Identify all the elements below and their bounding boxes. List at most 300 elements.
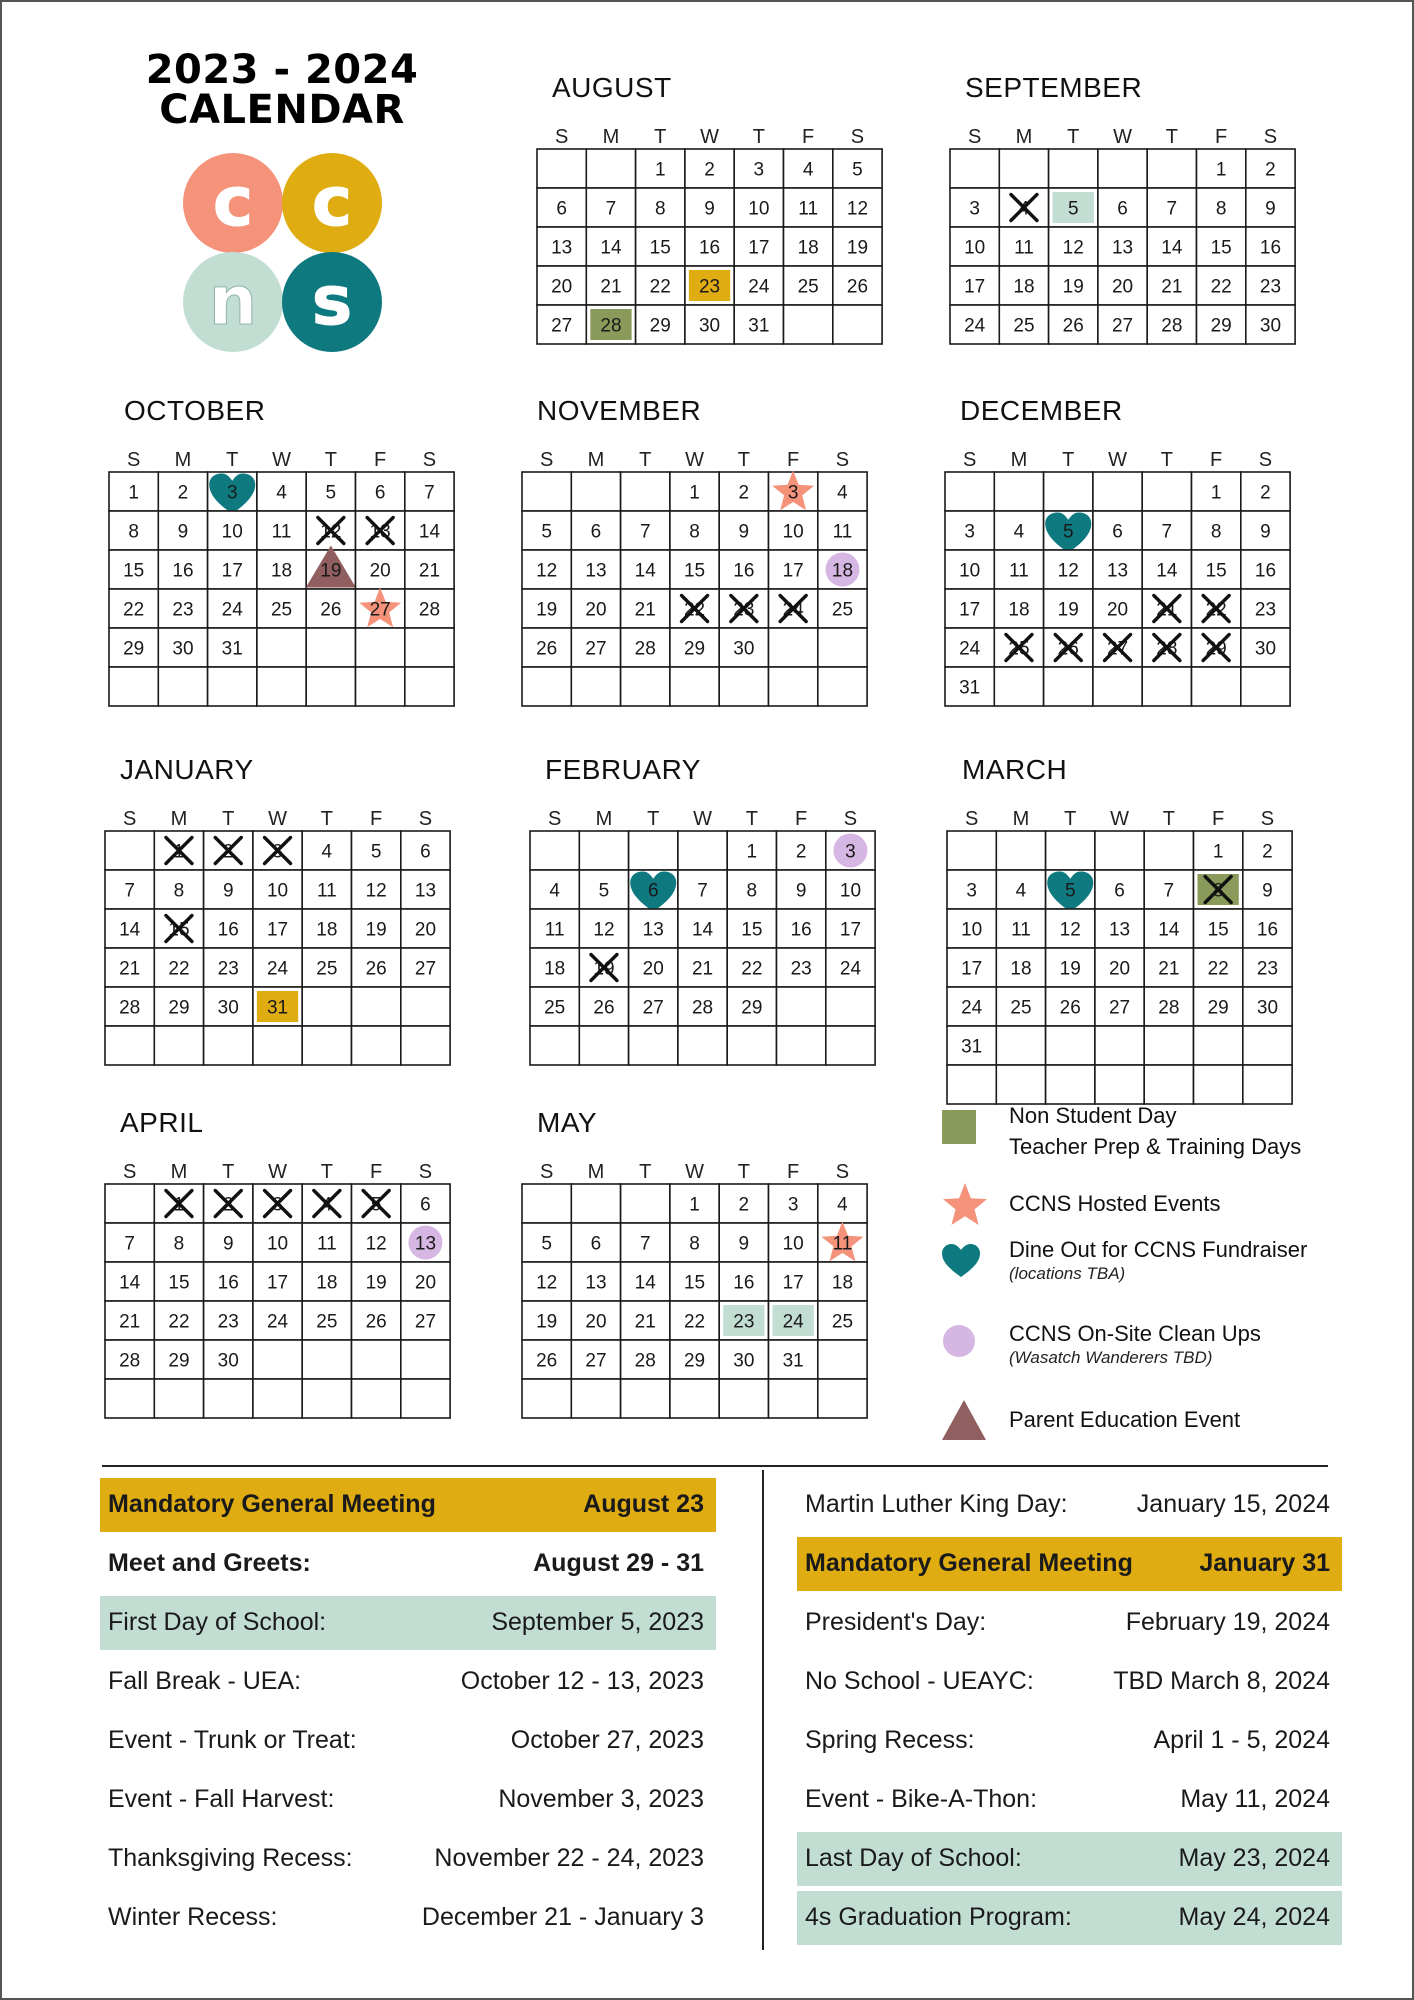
heart-icon [942,1244,980,1278]
day-number: 14 [600,237,622,259]
day-cell [769,1340,818,1379]
event-label: First Day of School: [108,1608,327,1636]
day-number: 21 [634,599,656,621]
day-number: 13 [642,919,664,941]
day-cell [204,987,253,1026]
day-number: 5 [541,521,552,543]
day-cell [522,589,571,628]
day-number: 8 [173,880,185,902]
day-cell [629,987,678,1026]
day-cell [994,511,1043,550]
day-number: 21 [691,958,714,980]
circle-icon [942,1324,976,1358]
day-cell [522,1223,571,1262]
day-cell [208,472,257,514]
empty-cell [401,1379,450,1418]
day-cell [670,472,719,511]
day-cell [154,987,203,1026]
event-row-event-fall-harvest [100,1773,716,1827]
event-label: Event - Fall Harvest: [108,1785,335,1813]
day-number: 22 [168,1311,190,1333]
day-cell [1093,589,1142,628]
day-cell [678,870,727,909]
day-number: 25 [831,1311,854,1333]
day-cell [1197,227,1246,266]
day-cell [302,831,351,870]
day-cell [253,1262,302,1301]
day-number: 1 [1210,482,1222,504]
empty-cell [105,1379,154,1418]
event-date: December 21 - January 3 [421,1903,704,1931]
day-grid [947,831,1292,1104]
day-cell [1192,511,1241,550]
day-cell [1197,266,1246,305]
empty-cell [1194,1065,1243,1104]
day-number: 19 [1059,958,1081,980]
day-number: 23 [1254,599,1277,621]
day-number: 7 [1161,521,1173,543]
month-name: NOVEMBER [537,395,702,426]
day-number: 31 [782,1350,804,1372]
day-number: 27 [414,958,437,980]
day-number: 11 [832,1233,853,1255]
day-cell [356,472,405,511]
day-cell [208,628,257,667]
day-cell [777,870,826,909]
legend-label: Dine Out for CCNS Fundraiser [1009,1237,1308,1262]
legend-label: Parent Education Event [1009,1407,1241,1432]
day-number: 16 [733,560,755,582]
empty-cell [996,831,1045,870]
day-cell [999,188,1048,227]
day-cell [784,266,833,305]
day-cell [1246,149,1295,188]
day-cell [947,870,996,909]
month-name: MARCH [962,754,1068,785]
day-cell [1192,589,1241,628]
day-number: 20 [1106,599,1129,621]
day-number: 3 [966,880,977,902]
day-cell [208,511,257,550]
empty-cell [996,1026,1045,1065]
day-cell [1095,870,1144,909]
day-number: 6 [590,1233,602,1255]
day-number: 17 [961,958,983,980]
day-cell [154,1340,203,1379]
event-row-president-s-day [797,1596,1342,1650]
day-number: 5 [1062,521,1074,543]
day-cell [818,1222,867,1263]
day-number: 4 [1018,198,1030,220]
day-number: 1 [173,1194,185,1216]
day-cell [302,870,351,909]
day-number: 17 [748,237,770,259]
day-grid [945,472,1290,706]
day-cell [352,1223,401,1262]
day-number: 17 [266,1272,289,1294]
weekday-label: M [587,449,605,471]
empty-cell [719,1379,768,1418]
weekday-label: S [126,449,141,471]
empty-cell [1243,1026,1292,1065]
day-cell [1192,550,1241,589]
empty-cell [253,1340,302,1379]
day-cell [1098,227,1147,266]
day-cell [1144,909,1193,948]
day-cell [1147,227,1196,266]
empty-cell [678,831,727,870]
weekday-label: M [170,808,188,830]
empty-cell [670,1379,719,1418]
day-number: 24 [266,1311,289,1333]
day-number: 9 [222,880,234,902]
day-cell [405,511,454,550]
day-cell [109,550,158,589]
event-label: Meet and Greets: [108,1549,311,1577]
day-number: 31 [961,1036,983,1058]
day-number: 13 [551,237,573,259]
day-number: 30 [1259,315,1282,337]
day-cell [826,909,875,948]
day-cell [636,266,685,305]
day-cell [1246,188,1295,227]
day-number: 4 [802,159,814,181]
day-number: 6 [590,521,602,543]
day-number: 26 [593,997,615,1019]
event-row-4s-graduation-program [797,1891,1342,1945]
day-cell [818,511,867,550]
day-number: 8 [689,521,700,543]
day-grid [522,471,867,707]
day-cell [719,1184,768,1223]
day-cell [537,266,586,305]
day-number: 19 [536,599,558,621]
day-number: 12 [320,521,342,543]
day-number: 10 [748,198,770,220]
day-number: 17 [782,1272,804,1294]
day-cell [405,589,454,628]
day-number: 25 [797,276,819,298]
day-number: 11 [271,521,292,543]
weekday-label: F [1215,126,1228,148]
day-cell [727,831,776,870]
weekday-label: T [320,808,333,830]
day-cell [621,1301,670,1340]
day-cell [1093,628,1142,667]
day-number: 26 [365,1311,387,1333]
day-number: 20 [585,599,607,621]
empty-cell [154,1026,203,1065]
day-cell [629,948,678,987]
day-cell [1142,550,1191,589]
day-cell [996,909,1045,948]
day-cell [719,1262,768,1301]
day-cell [571,628,620,667]
event-date: February 19, 2024 [1125,1608,1330,1636]
day-cell [530,948,579,987]
empty-cell [818,1340,867,1379]
empty-cell [1144,1065,1193,1104]
day-number: 22 [683,599,706,621]
day-number: 9 [704,198,715,220]
day-number: 6 [1114,880,1125,902]
event-label: President's Day: [805,1608,987,1636]
day-cell [1194,987,1243,1026]
empty-cell [1142,472,1191,511]
day-number: 1 [1215,159,1227,181]
day-number: 13 [585,560,607,582]
empty-cell [719,667,768,706]
day-number: 5 [1064,880,1076,902]
day-cell [1044,511,1093,553]
day-number: 13 [369,521,391,543]
day-cell [257,472,306,511]
day-cell [999,305,1048,344]
empty-cell [999,149,1048,188]
day-number: 1 [173,841,185,863]
day-number: 16 [172,560,194,582]
day-cell [105,1223,154,1262]
day-number: 1 [1212,841,1224,863]
day-number: 19 [536,1311,558,1333]
weekday-label: W [272,449,291,471]
empty-cell [1093,472,1142,511]
event-date: TBD March 8, 2024 [1113,1667,1330,1695]
event-label: Winter Recess: [108,1903,278,1931]
day-cell [208,589,257,628]
day-number: 11 [316,880,337,902]
event-label: Last Day of School: [805,1844,1022,1872]
day-number: 7 [1163,880,1175,902]
day-cell [1147,305,1196,344]
day-cell [302,948,351,987]
empty-cell [769,667,818,706]
day-number: 16 [1254,560,1277,582]
weekday-label: T [745,808,758,830]
day-cell [636,149,685,188]
day-cell [629,909,678,948]
day-cell [352,1301,401,1340]
empty-cell [1049,149,1098,188]
day-cell [306,589,355,628]
day-number: 5 [325,482,337,504]
day-cell [950,305,999,344]
weekday-label: W [1113,126,1132,148]
day-number: 30 [172,638,194,660]
weekday-label: S [1258,449,1273,471]
day-cell [522,1301,571,1340]
weekday-label: T [226,449,239,471]
day-number: 28 [634,638,656,660]
empty-cell [302,1340,351,1379]
day-cell [571,550,620,589]
day-number: 31 [221,638,243,660]
day-cell [204,870,253,909]
day-number: 2 [1265,159,1276,181]
day-cell [154,1301,203,1340]
weekday-label: T [639,1161,652,1183]
day-number: 26 [365,958,387,980]
day-number: 14 [119,919,141,941]
weekday-label: W [1110,808,1129,830]
event-date: August 29 - 31 [533,1549,704,1577]
day-cell [571,511,620,550]
day-cell [769,471,818,512]
day-number: 4 [276,482,287,504]
day-cell [302,1184,351,1223]
day-cell [996,987,1045,1026]
day-number: 6 [420,1194,431,1216]
month-name: MAY [537,1107,598,1138]
day-cell [945,511,994,550]
day-number: 10 [959,560,981,582]
event-row-first-day-of-school [100,1596,716,1650]
day-number: 7 [639,1233,651,1255]
day-cell [158,589,207,628]
day-number: 24 [839,958,862,980]
event-date: January 31 [1199,1549,1330,1577]
day-number: 25 [316,958,338,980]
day-cell [1093,511,1142,550]
empty-cell [1046,831,1095,870]
day-number: 6 [1117,198,1128,220]
empty-cell [1194,1026,1243,1065]
day-number: 20 [414,919,437,941]
weekday-label: T [1162,808,1175,830]
day-number: 19 [365,919,387,941]
event-date: May 23, 2024 [1178,1844,1330,1872]
day-number: 12 [536,1272,558,1294]
empty-cell [1147,149,1196,188]
day-number: 15 [683,560,706,582]
day-number: 1 [654,159,666,181]
day-number: 9 [177,521,189,543]
day-number: 22 [1210,276,1232,298]
day-cell [727,948,776,987]
day-cell [1049,188,1098,227]
day-cell [947,948,996,987]
day-number: 24 [782,599,804,621]
day-cell [154,831,203,870]
day-cell [1246,227,1295,266]
empty-cell [405,667,454,706]
day-number: 7 [424,482,435,504]
day-cell [1142,511,1191,550]
day-cell [1044,550,1093,589]
empty-cell [571,1379,620,1418]
day-cell [1044,589,1093,628]
empty-cell [784,305,833,344]
day-cell [818,1184,867,1223]
day-cell [950,266,999,305]
day-number: 14 [1158,919,1180,941]
day-number: 28 [119,1350,141,1372]
empty-cell [621,472,670,511]
day-cell [257,511,306,550]
legend-label: CCNS On-Site Clean Ups [1009,1321,1261,1346]
day-number: 27 [1106,638,1129,660]
day-cell [1194,831,1243,870]
day-cell [719,628,768,667]
empty-cell [302,987,351,1026]
event-row-martin-luther-king-day [797,1478,1342,1532]
legend-sublabel: (Wasatch Wanderers TBD) [1009,1348,1213,1367]
day-cell [586,266,635,305]
day-cell [352,948,401,987]
day-number: 18 [831,1272,854,1294]
weekday-label: F [1212,808,1225,830]
empty-cell [994,667,1043,706]
day-cell [253,909,302,948]
day-number: 31 [266,997,289,1019]
day-cell [947,987,996,1026]
weekday-label: W [268,808,287,830]
day-number: 16 [217,919,239,941]
event-label: Event - Bike-A-Thon: [805,1785,1038,1813]
day-cell [719,589,768,628]
weekday-header [968,126,1277,148]
day-number: 13 [1106,560,1129,582]
day-number: 19 [593,958,615,980]
weekday-header [548,808,857,830]
empty-cell [1095,831,1144,870]
day-number: 25 [1013,315,1035,337]
day-number: 28 [119,997,141,1019]
weekday-label: T [1067,126,1080,148]
event-label: Fall Break - UEA: [108,1667,302,1695]
day-number: 31 [959,677,981,699]
day-number: 23 [790,958,812,980]
day-number: 3 [845,841,856,863]
event-date: August 23 [583,1490,704,1518]
day-cell [818,589,867,628]
empty-cell [204,1379,253,1418]
day-number: 25 [1010,997,1032,1019]
day-cell [586,188,635,227]
weekday-label: T [1064,808,1077,830]
day-cell [1197,149,1246,188]
legend-sublabel: (locations TBA) [1009,1264,1126,1283]
day-cell [401,1223,450,1262]
day-cell [734,305,783,344]
empty-cell [1095,1026,1144,1065]
day-cell [571,1301,620,1340]
empty-cell [629,1026,678,1065]
day-number: 7 [124,880,135,902]
weekday-label: W [693,808,712,830]
day-number: 8 [654,198,666,220]
day-cell [204,831,253,870]
day-cell [208,550,257,589]
weekday-label: W [685,449,704,471]
empty-cell [1044,667,1093,706]
empty-cell [352,1026,401,1065]
day-cell [818,472,867,511]
day-cell [537,188,586,227]
day-cell [1144,987,1193,1026]
day-cell [105,987,154,1026]
day-cell [537,305,586,344]
weekday-label: S [554,126,569,148]
day-number: 25 [316,1311,338,1333]
empty-cell [105,1026,154,1065]
day-number: 11 [544,919,565,941]
day-number: 11 [1014,237,1034,259]
day-cell [530,987,579,1026]
day-cell [685,227,734,266]
day-cell [1192,472,1241,511]
day-cell [1241,511,1290,550]
